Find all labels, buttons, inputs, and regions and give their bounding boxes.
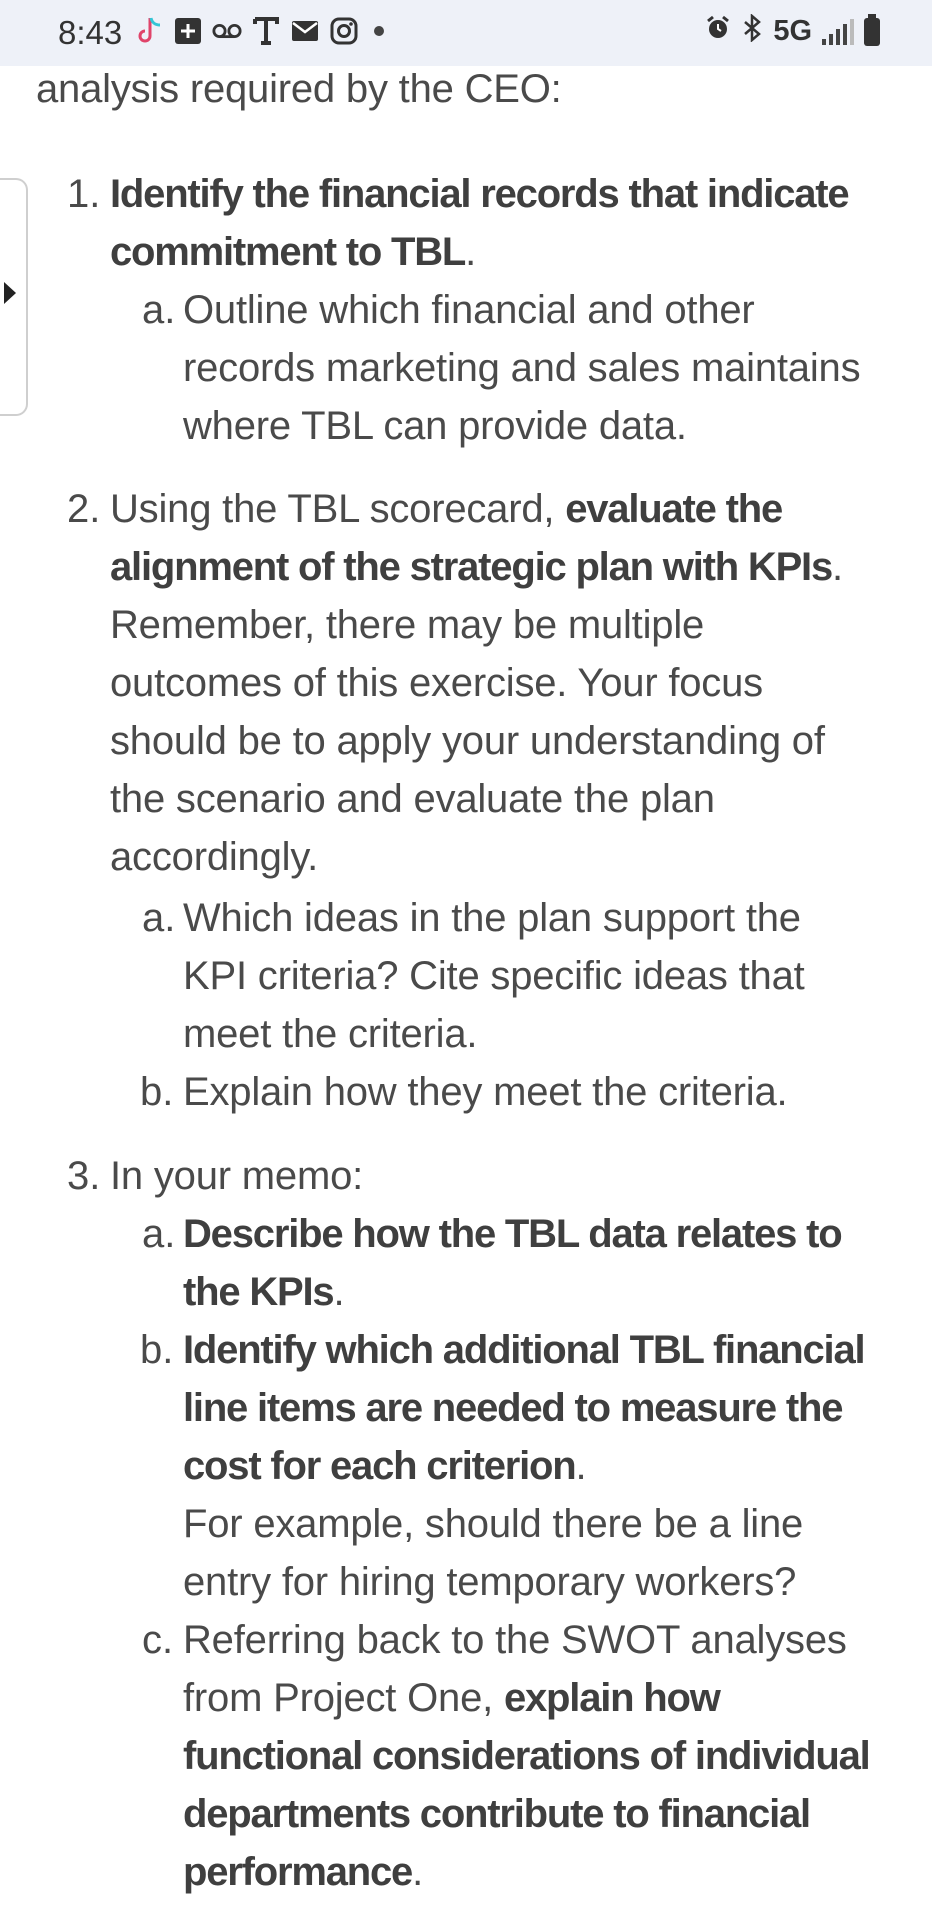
alarm-icon (705, 15, 731, 48)
voicemail-icon (212, 14, 242, 48)
item3-sub-a-label: a. (142, 1212, 176, 1256)
item2-line4: outcomes of this exercise. Your focus (110, 661, 763, 705)
network-type: 5G (773, 15, 812, 47)
item2-line1: Using the TBL scorecard, evaluate the (110, 487, 783, 531)
item3-sub-c-line2: from Project One, explain how (183, 1676, 720, 1720)
item3-sub-b-line3: cost for each criterion. (183, 1444, 587, 1488)
item2-sub-a-label: a. (142, 896, 176, 940)
notification-icons (134, 14, 384, 48)
item3-sub-b-label: b. (140, 1328, 174, 1372)
item3-sub-c-line5: performance. (183, 1850, 424, 1894)
item2-sub-a-line2: KPI criteria? Cite specific ideas that (183, 954, 805, 998)
side-drawer-tab[interactable] (0, 178, 28, 416)
item2-sub-a-line3: meet the criteria. (183, 1012, 478, 1056)
status-bar (0, 0, 932, 66)
item3-sub-c-line1: Referring back to the SWOT analyses (183, 1618, 847, 1662)
status-time: 8:43 (58, 14, 123, 51)
item3-sub-b-line1: Identify which additional TBL financial (183, 1328, 865, 1372)
bluetooth-icon (741, 14, 763, 49)
expand-arrow-icon[interactable] (4, 282, 16, 304)
item3-sub-a-line1: Describe how the TBL data relates to (183, 1212, 842, 1256)
item3-sub-b-example2: entry for hiring temporary workers? (183, 1560, 797, 1604)
item3-sub-a-line2: the KPIs. (183, 1270, 345, 1314)
signal-icon (822, 19, 854, 45)
list-number-2: 2. (67, 487, 101, 531)
item1-sub-a-line1: Outline which financial and other (183, 288, 755, 332)
item2-line5: should be to apply your understanding of (110, 719, 825, 763)
item3-text: In your memo: (110, 1154, 364, 1198)
battery-icon (864, 18, 880, 46)
item2-line7: accordingly. (110, 835, 319, 879)
item2-line2: alignment of the strategic plan with KPIs. (110, 545, 843, 589)
item3-sub-c-line4: departments contribute to financial (183, 1792, 810, 1836)
item2-sub-b-label: b. (140, 1070, 174, 1114)
item1-sub-a-label: a. (142, 288, 176, 332)
item3-sub-c-label: c. (142, 1618, 174, 1662)
notification-dot (374, 26, 384, 36)
item2-line6: the scenario and evaluate the plan (110, 777, 715, 821)
mail-icon (290, 14, 320, 48)
item2-line3: Remember, there may be multiple (110, 603, 705, 647)
system-icons (705, 14, 880, 49)
item2-sub-b-text: Explain how they meet the criteria. (183, 1070, 788, 1114)
item3-sub-b-example1: For example, should there be a line (183, 1502, 804, 1546)
plus-square-icon (173, 14, 203, 48)
tiktok-icon (134, 14, 164, 48)
tmobile-icon (251, 14, 281, 48)
item1-line1: Identify the financial records that indicate (110, 172, 849, 216)
item3-sub-c-line3: functional considerations of individual (183, 1734, 870, 1778)
item1-sub-a-line2: records marketing and sales maintains (183, 346, 861, 390)
item1-sub-a-line3: where TBL can provide data. (183, 404, 687, 448)
item1-line2: commitment to TBL. (110, 230, 477, 274)
intro-text: analysis required by the CEO: (36, 67, 562, 111)
list-number-1: 1. (67, 172, 101, 216)
list-number-3: 3. (67, 1154, 101, 1198)
item2-sub-a-line1: Which ideas in the plan support the (183, 896, 801, 940)
item3-sub-b-line2: line items are needed to measure the (183, 1386, 843, 1430)
instagram-icon (329, 14, 359, 48)
